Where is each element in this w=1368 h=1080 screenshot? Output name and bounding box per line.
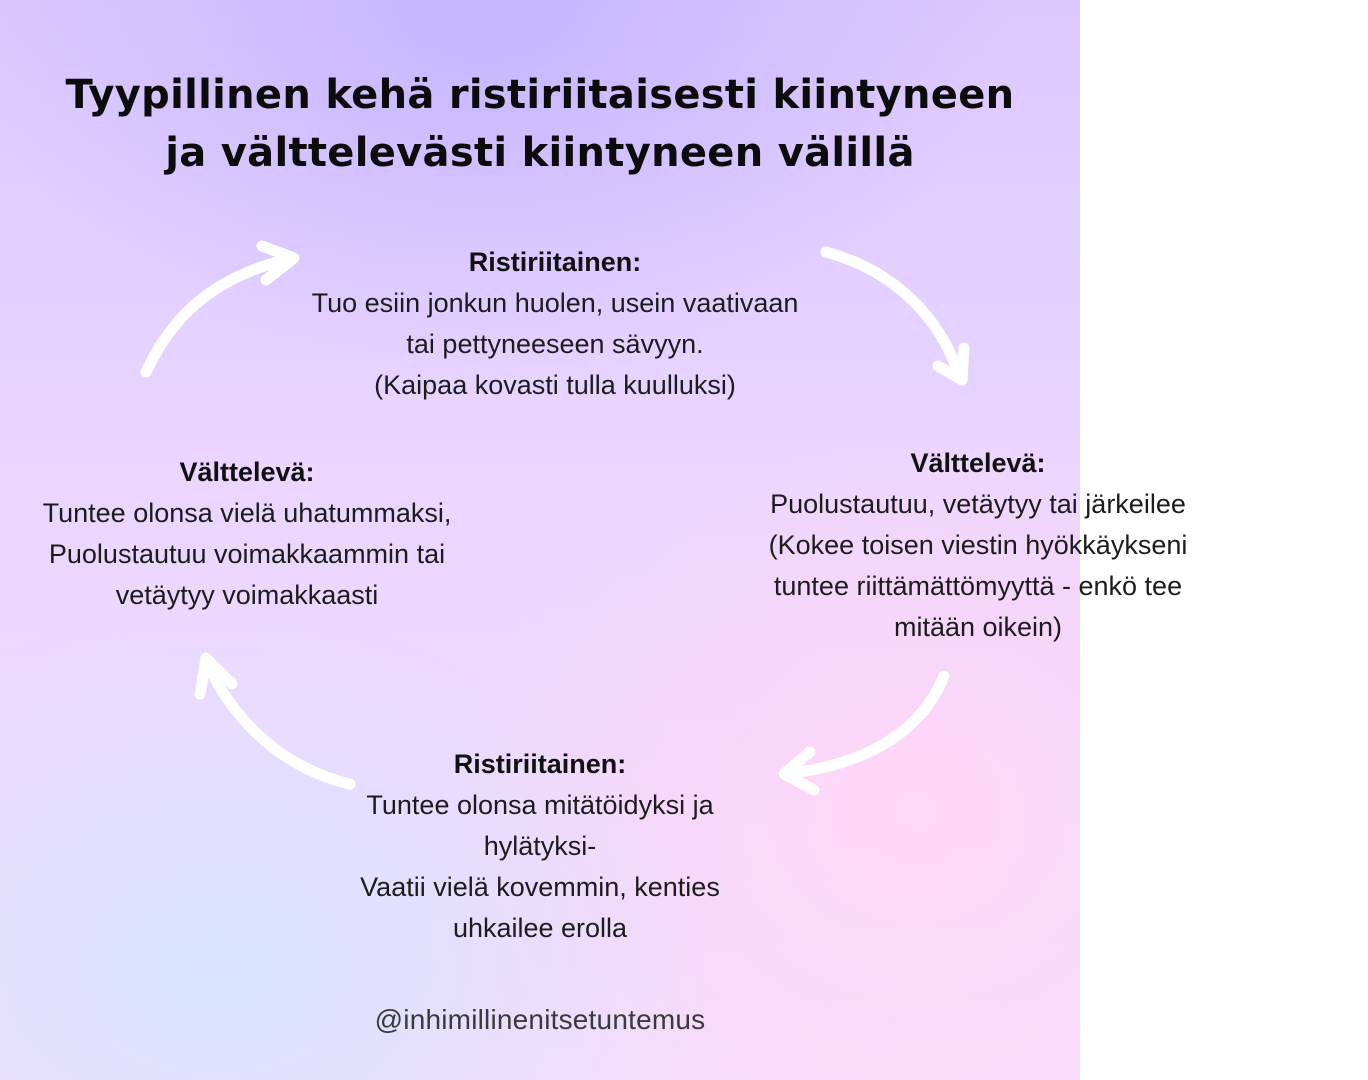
node-line: vetäytyy voimakkaasti	[115, 580, 379, 610]
node-line: tuntee riittämättömyyttä - enkö tee	[773, 571, 1183, 601]
node-valtteleva-right	[588, 443, 1368, 648]
node-heading: Välttelevä:	[179, 457, 315, 487]
node-line: (Kokee toisen viestin hyökkäykseni	[768, 530, 1188, 560]
node-line: Vaatii vielä kovemmin, kenties	[360, 872, 720, 902]
node-ristiriitainen-bottom	[300, 744, 780, 949]
node-heading: Ristiriitainen:	[468, 247, 642, 277]
title-line-1: Tyypillinen kehä ristiriitaisesti kiintyneen	[65, 72, 1015, 118]
node-line: Tuntee olonsa mitätöidyksi ja	[366, 790, 714, 820]
node-valtteleva-left	[10, 452, 484, 616]
author-handle: @inhimillinenitsetuntemus	[374, 1004, 706, 1035]
node-heading: Ristiriitainen:	[453, 749, 627, 779]
arrow-right-to-bottom	[784, 676, 944, 790]
node-heading: Välttelevä:	[910, 448, 1046, 478]
node-line: mitään oikein)	[893, 612, 1063, 642]
node-line: Puolustautuu voimakkaammin tai	[48, 539, 446, 569]
node-ristiriitainen-top	[240, 242, 870, 406]
node-line: Puolustautuu, vetäytyy tai järkeilee	[770, 489, 1186, 519]
node-line: Tuo esiin jonkun huolen, usein vaativaan	[311, 288, 799, 318]
node-line: uhkailee erolla	[452, 913, 628, 943]
node-line: Tuntee olonsa vielä uhatummaksi,	[42, 498, 452, 528]
title-line-2: ja välttelevästi kiintyneen välillä	[165, 130, 915, 176]
node-line: tai pettyneeseen sävyyn.	[406, 329, 704, 359]
node-line: (Kaipaa kovasti tulla kuulluksi)	[374, 370, 736, 400]
node-line: hylätyksi-	[483, 831, 597, 861]
